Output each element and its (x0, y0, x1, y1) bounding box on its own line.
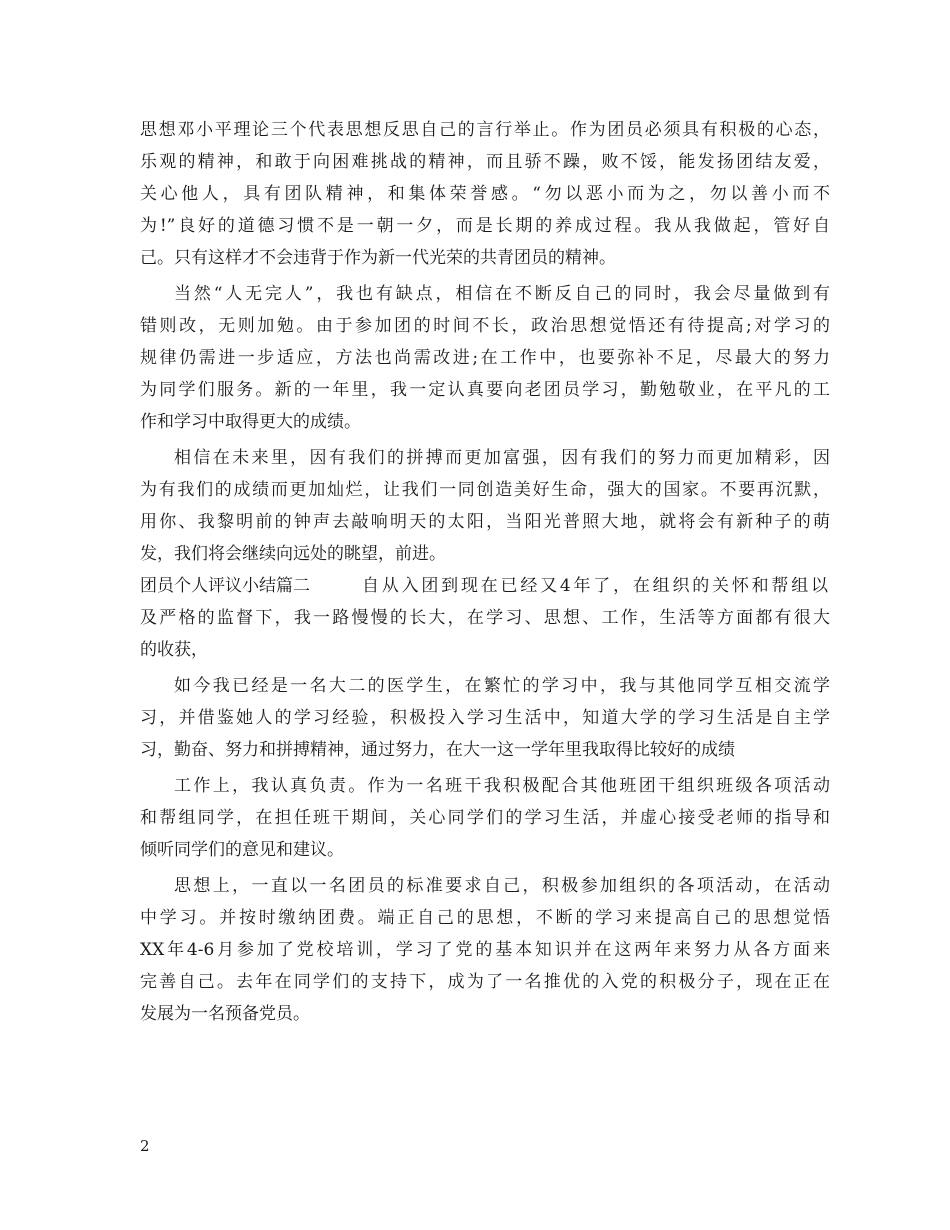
text-line: 为!”良好的道德习惯不是一朝一夕，而是长期的养成过程。我从我做起，管好自 (140, 216, 830, 236)
paragraph-5 (140, 670, 830, 766)
text-line: 的收获， (140, 640, 208, 660)
text-line: 如今我已经是一名大二的医学生，在繁忙的学习中，我与其他同学互相交流学 (174, 676, 830, 696)
text-line: 完善自己。去年在同学们的支持下，成为了一名推优的入党的积极分子，现在正在 (140, 972, 830, 992)
text-line: 和帮组同学，在担任班干期间，关心同学们的学习生活，并虚心接受老师的指导和 (140, 808, 830, 828)
text-line: 作和学习中取得更大的成绩。 (140, 412, 361, 432)
text-line: 为同学们服务。新的一年里，我一定认真要向老团员学习，勤勉敬业，在平凡的工 (140, 380, 830, 400)
text-line: 相信在未来里，因有我们的拼搏而更加富强，因有我们的努力而更加精彩，因 (174, 448, 830, 468)
paragraph-4 (140, 570, 830, 666)
text-line: 关心他人，具有团队精神，和集体荣誉感。“勿以恶小而为之，勿以善小而不 (140, 184, 830, 204)
heading-trailing-text: 自从入团到现在已经又4年了，在组织的关怀和帮组以 (362, 576, 828, 596)
text-line: 规律仍需进一步适应，方法也尚需改进;在工作中，也要弥补不足，尽最大的努力 (140, 348, 830, 368)
text-line: 中学习。并按时缴纳团费。端正自己的思想，不断的学习来提高自己的思想觉悟 (140, 908, 830, 928)
text-line: 己。只有这样才不会违背于作为新一代光荣的共青团员的精神。 (140, 248, 616, 268)
text-line: 习，勤奋、努力和拼搏精神，通过努力，在大一这一学年里我取得比较好的成绩 (140, 740, 735, 760)
text-line: 及严格的监督下，我一路慢慢的长大，在学习、思想、工作，生活等方面都有很大 (140, 608, 830, 628)
section-heading-line (140, 570, 830, 602)
paragraph-7 (140, 870, 830, 1030)
section-heading: 团员个人评议小结篇二 (140, 576, 310, 596)
text-line: 习，并借鉴她人的学习经验，积极投入学习生活中，知道大学的学习生活是自主学 (140, 708, 830, 728)
text-line: 思想上，一直以一名团员的标准要求自己，积极参加组织的各项活动，在活动 (174, 876, 830, 896)
text-line: 当然“人无完人”，我也有缺点，相信在不断反自己的同时，我会尽量做到有 (174, 284, 830, 304)
paragraph-1 (140, 114, 830, 274)
paragraph-2 (140, 278, 830, 438)
text-line: 用你、我黎明前的钟声去敲响明天的太阳，当阳光普照大地，就将会有新种子的萌 (140, 512, 830, 532)
document-body (140, 114, 830, 1030)
paragraph-3 (140, 442, 830, 570)
text-line: 发展为一名预备党员。 (140, 1004, 310, 1024)
text-line: 乐观的精神，和敢于向困难挑战的精神，而且骄不躁，败不馁，能发扬团结友爱， (140, 152, 830, 172)
paragraph-6 (140, 770, 830, 866)
text-line: XX年4-6月参加了党校培训，学习了党的基本知识并在这两年来努力从各方面来 (140, 940, 830, 960)
page-number: 2 (140, 1137, 150, 1155)
text-line: 工作上，我认真负责。作为一名班干我积极配合其他班团干组织班级各项活动 (174, 776, 830, 796)
text-line: 发，我们将会继续向远处的眺望，前进。 (140, 544, 446, 564)
text-line: 思想邓小平理论三个代表思想反思自己的言行举止。作为团员必须具有积极的心态， (140, 120, 830, 140)
text-line: 倾听同学们的意见和建议。 (140, 840, 344, 860)
text-line: 错则改，无则加勉。由于参加团的时间不长，政治思想觉悟还有待提高;对学习的 (140, 316, 830, 336)
text-line: 为有我们的成绩而更加灿烂，让我们一同创造美好生命，强大的国家。不要再沉默， (140, 480, 830, 500)
